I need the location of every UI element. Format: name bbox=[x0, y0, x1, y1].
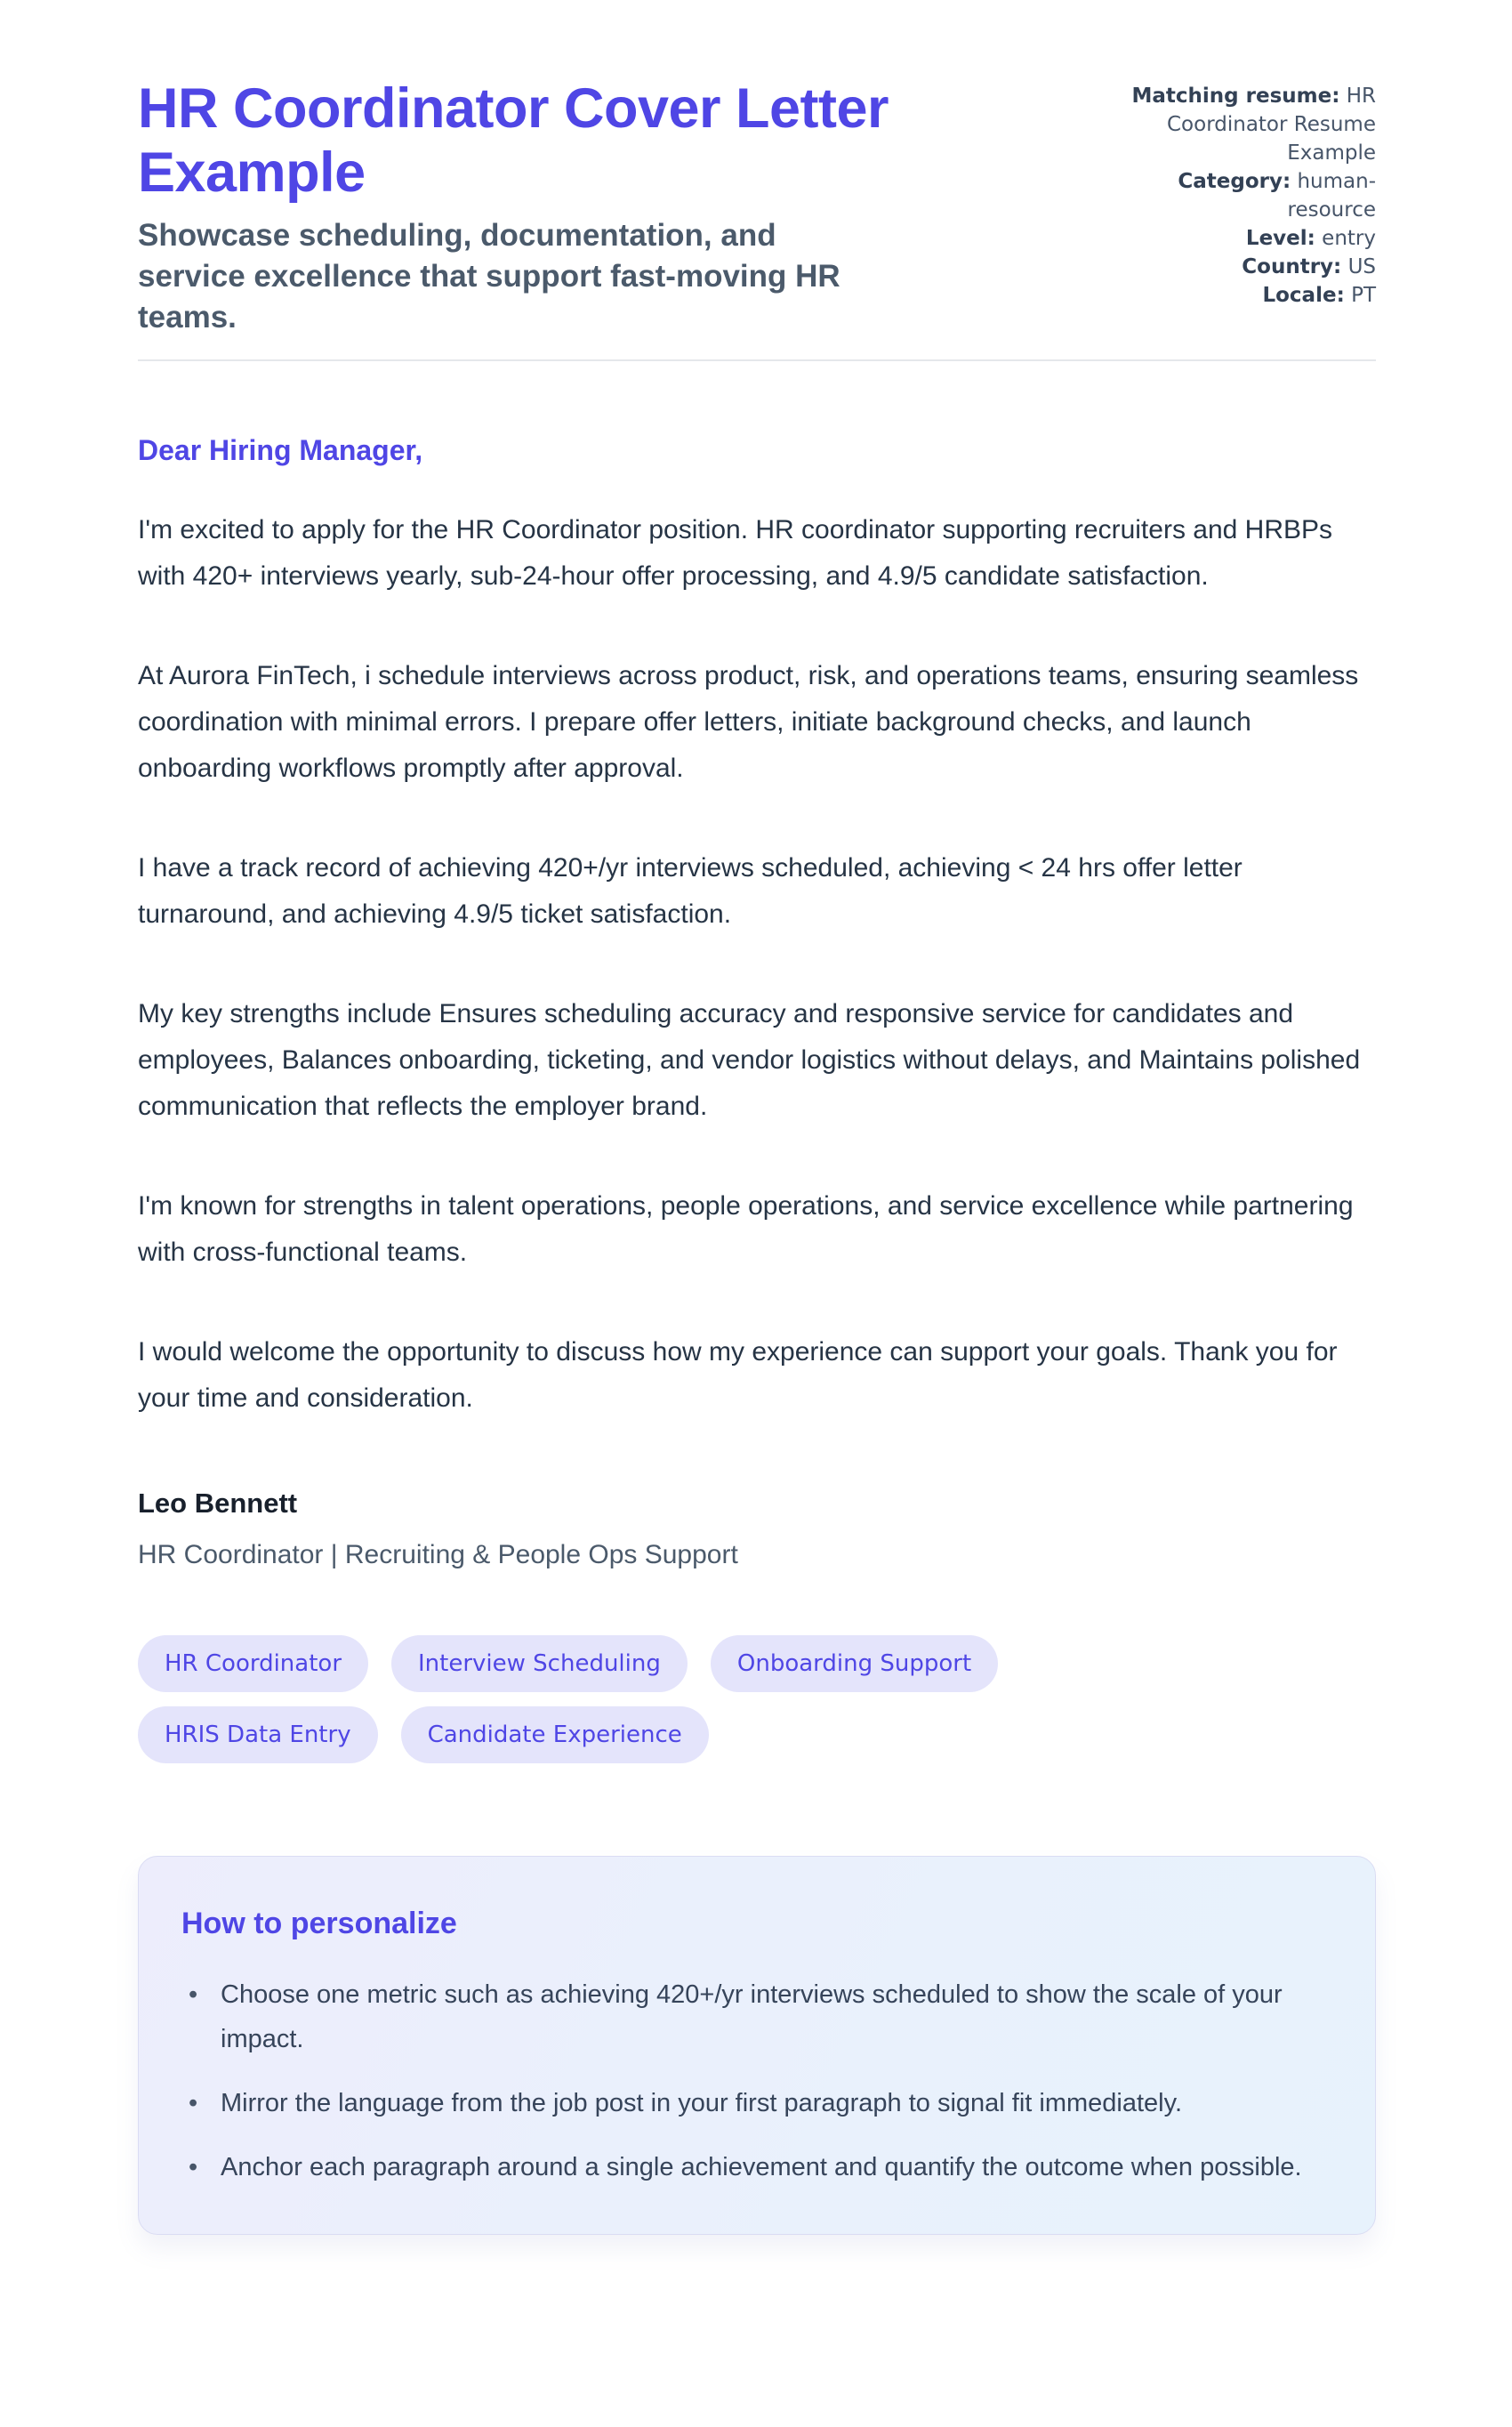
meta-value: entry bbox=[1322, 227, 1376, 250]
signature-name: Leo Bennett bbox=[138, 1488, 298, 1519]
personalize-tip-text: Choose one metric such as achieving 420+/yr interviews scheduled to show the scale of your impact. bbox=[221, 1980, 1283, 2053]
tag-chip: Interview Scheduling bbox=[391, 1635, 688, 1692]
personalize-title: How to personalize bbox=[181, 1907, 457, 1940]
header-title-block bbox=[138, 77, 1027, 338]
tag-chip: HR Coordinator bbox=[138, 1635, 368, 1692]
meta-row-locale bbox=[1102, 281, 1376, 310]
resume-meta-block bbox=[1102, 77, 1376, 310]
letter-paragraph-1: I'm excited to apply for the HR Coordinator position. HR coordinator supporting recruiters and HRBPs with 420+ interviews yearly, sub-24-hour offer processing, and 4.9/5 candidate satisfaction. bbox=[138, 515, 1333, 591]
meta-value: human-resource bbox=[1287, 170, 1376, 222]
letter-paragraph-5: I'm known for strengths in talent operations, people operations, and service excellence while partnering with cross-functional teams. bbox=[138, 1191, 1354, 1267]
meta-label: Level: bbox=[1245, 227, 1315, 250]
letter-salutation: Dear Hiring Manager, bbox=[138, 434, 423, 466]
bullet-marker-icon: • bbox=[189, 1980, 198, 2009]
page-header bbox=[138, 77, 1376, 338]
tag-list bbox=[138, 1635, 1259, 1763]
meta-value: HR Coordinator Resume Example bbox=[1167, 85, 1376, 165]
page-subtitle: Showcase scheduling, documentation, and service excellence that support fast-moving HR teams. bbox=[138, 218, 840, 335]
meta-value: PT bbox=[1351, 284, 1376, 307]
personalize-tip bbox=[189, 2081, 1332, 2125]
header-divider bbox=[138, 359, 1376, 361]
meta-row-country bbox=[1102, 253, 1376, 281]
personalize-card bbox=[138, 1856, 1376, 2235]
meta-label: Country: bbox=[1242, 255, 1342, 278]
meta-row-category bbox=[1102, 167, 1376, 224]
personalize-tip-text: Mirror the language from the job post in your first paragraph to signal fit immediately. bbox=[221, 2089, 1183, 2117]
personalize-tip-list bbox=[181, 1972, 1332, 2189]
bullet-marker-icon: • bbox=[189, 2153, 198, 2181]
tag-chip: Candidate Experience bbox=[401, 1706, 709, 1763]
meta-value: US bbox=[1347, 255, 1376, 278]
letter-paragraph-6: I would welcome the opportunity to discuss how my experience can support your goals. Thank you for your time and consideration. bbox=[138, 1337, 1338, 1413]
letter-body bbox=[138, 432, 1376, 1573]
letter-paragraph-2: At Aurora FinTech, i schedule interviews across product, risk, and operations teams, ensuring seamless coordination with minimal errors. I prepare offer letters, initiate background checks, and launch onboarding workflows promptly after approval. bbox=[138, 661, 1359, 783]
meta-label: Locale: bbox=[1262, 284, 1345, 307]
personalize-tip bbox=[189, 2145, 1332, 2189]
personalize-tip bbox=[189, 1972, 1332, 2061]
meta-row-level bbox=[1102, 224, 1376, 253]
letter-paragraph-4: My key strengths include Ensures scheduling accuracy and responsive service for candidates and employees, Balances onboarding, ticketing, and vendor logistics without delays, and Maintains polished communication that reflects the employer brand. bbox=[138, 999, 1361, 1121]
personalize-tip-text: Anchor each paragraph around a single achievement and quantify the outcome when possible. bbox=[221, 2153, 1302, 2181]
meta-label: Matching resume: bbox=[1131, 85, 1340, 108]
signature-role: HR Coordinator | Recruiting & People Ops Support bbox=[138, 1540, 738, 1569]
meta-row-matching-resume bbox=[1102, 82, 1376, 167]
meta-label: Category: bbox=[1178, 170, 1291, 193]
tag-chip: HRIS Data Entry bbox=[138, 1706, 378, 1763]
bullet-marker-icon: • bbox=[189, 2089, 198, 2117]
letter-paragraph-3: I have a track record of achieving 420+/yr interviews scheduled, achieving < 24 hrs offer letter turnaround, and achieving 4.9/5 ticket satisfaction. bbox=[138, 853, 1243, 929]
page-title: HR Coordinator Cover Letter Example bbox=[138, 77, 889, 204]
tag-chip: Onboarding Support bbox=[711, 1635, 998, 1692]
